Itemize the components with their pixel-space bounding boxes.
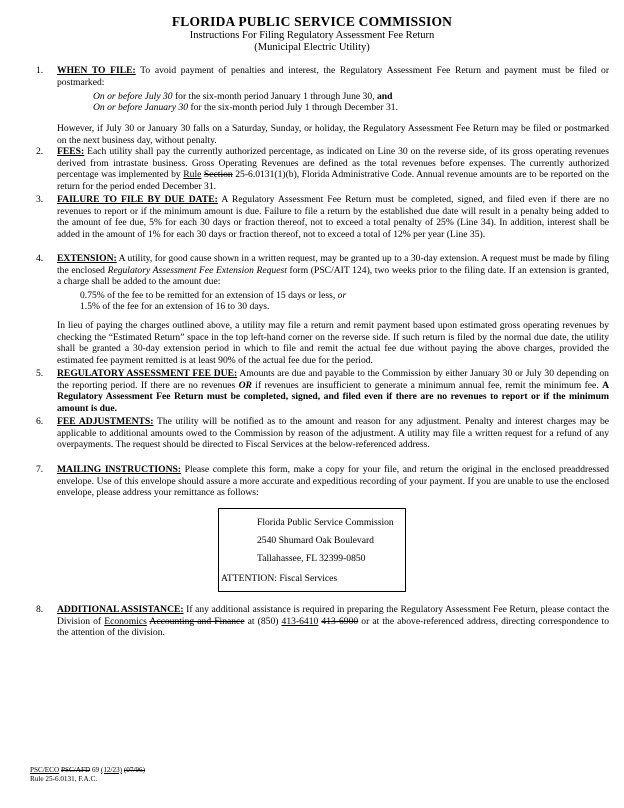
address-attention: ATTENTION: Fiscal Services — [221, 573, 338, 584]
due-period: for the six-month period January 1 through June 30, — [172, 91, 377, 102]
page-title: FLORIDA PUBLIC SERVICE COMMISSION — [171, 14, 453, 29]
mailing-address-box — [218, 508, 406, 592]
section-number: 5. — [36, 368, 44, 379]
section-heading: EXTENSION: — [57, 253, 117, 264]
section-heading: WHEN TO FILE: — [57, 65, 136, 76]
struck-division: Accounting and Finance — [149, 615, 245, 627]
section-text: Please complete this form, make a copy for your file, and return the original in the enclosed preaddressed envelope. Use of this envelope should assure a more accurate and expeditious recording of your payment. If you are unable to use the enclosed envelope, please address your remittance as follows: — [57, 464, 609, 499]
section-number: 1. — [36, 65, 44, 76]
estimated-return-note: In lieu of paying the charges outlined above, a utility may file a return and remit payment based upon estimated gross operating revenues by checking the “Estimated Return” space in the top left-hand corner on the reverse side. If such return is filed by the normal due date, the utility shall be granted a 30-day extension period in which to file and remit the actual fee due without paying the above charges, provided the estimated fee payment remitted is at least 90% of the actual fee due for the period. — [57, 320, 609, 366]
section-additional-assistance — [57, 604, 609, 639]
page-subtitle-2: (Municipal Electric Utility) — [254, 42, 370, 53]
section-text-2: if revenues are insufficient to generate a minimum annual fee, remit the minimum fee. — [251, 379, 603, 391]
due-date: On or before January 30 — [93, 102, 189, 113]
form-name: Regulatory Assessment Fee Extension Request — [107, 264, 287, 276]
section-number: 4. — [36, 253, 44, 264]
due-date: On or before July 30 — [93, 91, 173, 102]
extension-charge-2: 1.5% of the fee for an extension of 16 to 30 days. — [80, 301, 270, 312]
form-id: 69 — [90, 766, 101, 774]
section-text-2: form (PSC/AIT 124), two weeks prior to the filing date. If an extension is granted, a charge shall be added to the amount due: — [57, 264, 609, 288]
struck-word: Section — [203, 169, 233, 181]
weekend-holiday-note: However, if July 30 or January 30 falls on a Saturday, Sunday, or holiday, the Regulatory Assessment Fee Return may be filed or postmarked on the next business day, without penalty. — [57, 123, 609, 146]
due-date-line-2 — [93, 102, 593, 114]
struck-form-code: PSC/AFD — [60, 766, 91, 774]
division-name: Economics — [104, 615, 147, 627]
section-number: 7. — [36, 464, 44, 475]
section-text: Each utility shall pay the currently authorized percentage, as indicated on Line 30 on the reverse side, of its gross operating revenues derived from intrastate business. Gross Operating Revenues are defined as the total revenues before expenses. The currently authorized percentage was implemented by — [57, 146, 609, 181]
section-text: If any additional assistance is required in preparing the Regulatory Assessment Fee Return, please contact the Division of — [57, 604, 609, 627]
rule-word: Rule — [183, 169, 202, 181]
or-emphasis: OR — [238, 379, 252, 391]
address-line: Tallahassee, FL 32399-0850 — [257, 553, 366, 564]
section-number: 6. — [36, 416, 44, 427]
address-line: 2540 Shumard Oak Boulevard — [257, 535, 374, 546]
section-text: Amounts are due and payable to the Commission by either January 30 or July 30 depending on the reporting period. If there are no revenues — [57, 368, 609, 391]
extension-charge-1 — [80, 290, 580, 302]
section-text: The utility will be notified as to the amount and reason for any adjustment. Penalty and interest charges may be applicable to additional amounts owed to the Commission by reason of the adjustment. A utility may file a written request for a refund of any overpayments. The request should be directed to Fiscal Services at the below-referenced address. — [57, 416, 610, 451]
phone-number: 413-6410 — [281, 615, 319, 627]
section-number: 2. — [36, 146, 44, 157]
section-fee-due — [57, 368, 609, 414]
section-failure-to-file — [57, 194, 609, 240]
section-text-2: or at the above-referenced address, directing correspondence to the attention of the division. — [57, 615, 610, 639]
or-word: or — [337, 290, 347, 301]
section-extension — [57, 253, 609, 288]
address-line: Florida Public Service Commission — [257, 517, 394, 528]
section-number: 3. — [36, 194, 44, 205]
section-heading: ADDITIONAL ASSISTANCE: — [57, 604, 184, 615]
phone-prefix: at (850) — [244, 615, 282, 627]
section-text: A utility, for good cause shown in a written request, may be granted up to a 30-day extension. A request must be made by filing the enclosed — [57, 253, 609, 276]
charge-text: 0.75% of the fee to be remitted for an extension of 15 days or less, — [80, 290, 338, 301]
section-fees — [57, 146, 609, 192]
due-period: for the six-month period July 1 through December 31. — [188, 102, 398, 113]
section-fee-adjustments — [57, 416, 609, 451]
section-heading: FEES: — [57, 146, 85, 157]
due-date-line-1 — [93, 91, 593, 103]
section-mailing-instructions — [57, 464, 609, 499]
page-subtitle: Instructions For Filing Regulatory Assessment Fee Return — [189, 30, 435, 41]
bold-notice: A Regulatory Assessment Fee Return must be completed, signed, and filed even if there are no revenues to report or if the minimum amount is due. — [57, 379, 609, 414]
form-date: (12/23) — [100, 766, 123, 774]
and-word: and — [376, 91, 393, 102]
struck-phone: 413-6900 — [321, 615, 359, 627]
form-number — [30, 766, 145, 774]
section-number: 8. — [36, 604, 44, 615]
section-text: A Regulatory Assessment Fee Return must be completed, signed, and filed even if there are no revenues to report or if the minimum amount is due. Failure to file a return by the established due date will result in a penalty being added to the amount of fee due, 5% for each 30 days or fraction thereof, not to exceed a total penalty of 25% (Line 34). In addition, interest shall be added in the amount of 1% for each 30 days or fraction thereof, not to exceed a total of 12% per year (Line 35). — [57, 194, 609, 240]
rule-citation: Rule 25-6.0131, F.A.C. — [30, 775, 98, 783]
section-heading: REGULATORY ASSESSMENT FEE DUE: — [57, 368, 238, 379]
section-text: To avoid payment of penalties and interest, the Regulatory Assessment Fee Return and payment must be filed or postmarked: — [57, 65, 610, 88]
struck-form-date: (07/96) — [123, 766, 146, 774]
section-text-2: 25-6.0131(1)(b), Florida Administrative Code. Annual revenue amounts are to be reported on the return for the period ended December 31. — [57, 169, 609, 192]
section-when-to-file — [57, 65, 609, 88]
form-code: PSC/ECO — [30, 766, 60, 774]
section-heading: FAILURE TO FILE BY DUE DATE: — [57, 194, 218, 205]
section-heading: FEE ADJUSTMENTS: — [57, 416, 154, 427]
section-heading: MAILING INSTRUCTIONS: — [57, 464, 182, 475]
